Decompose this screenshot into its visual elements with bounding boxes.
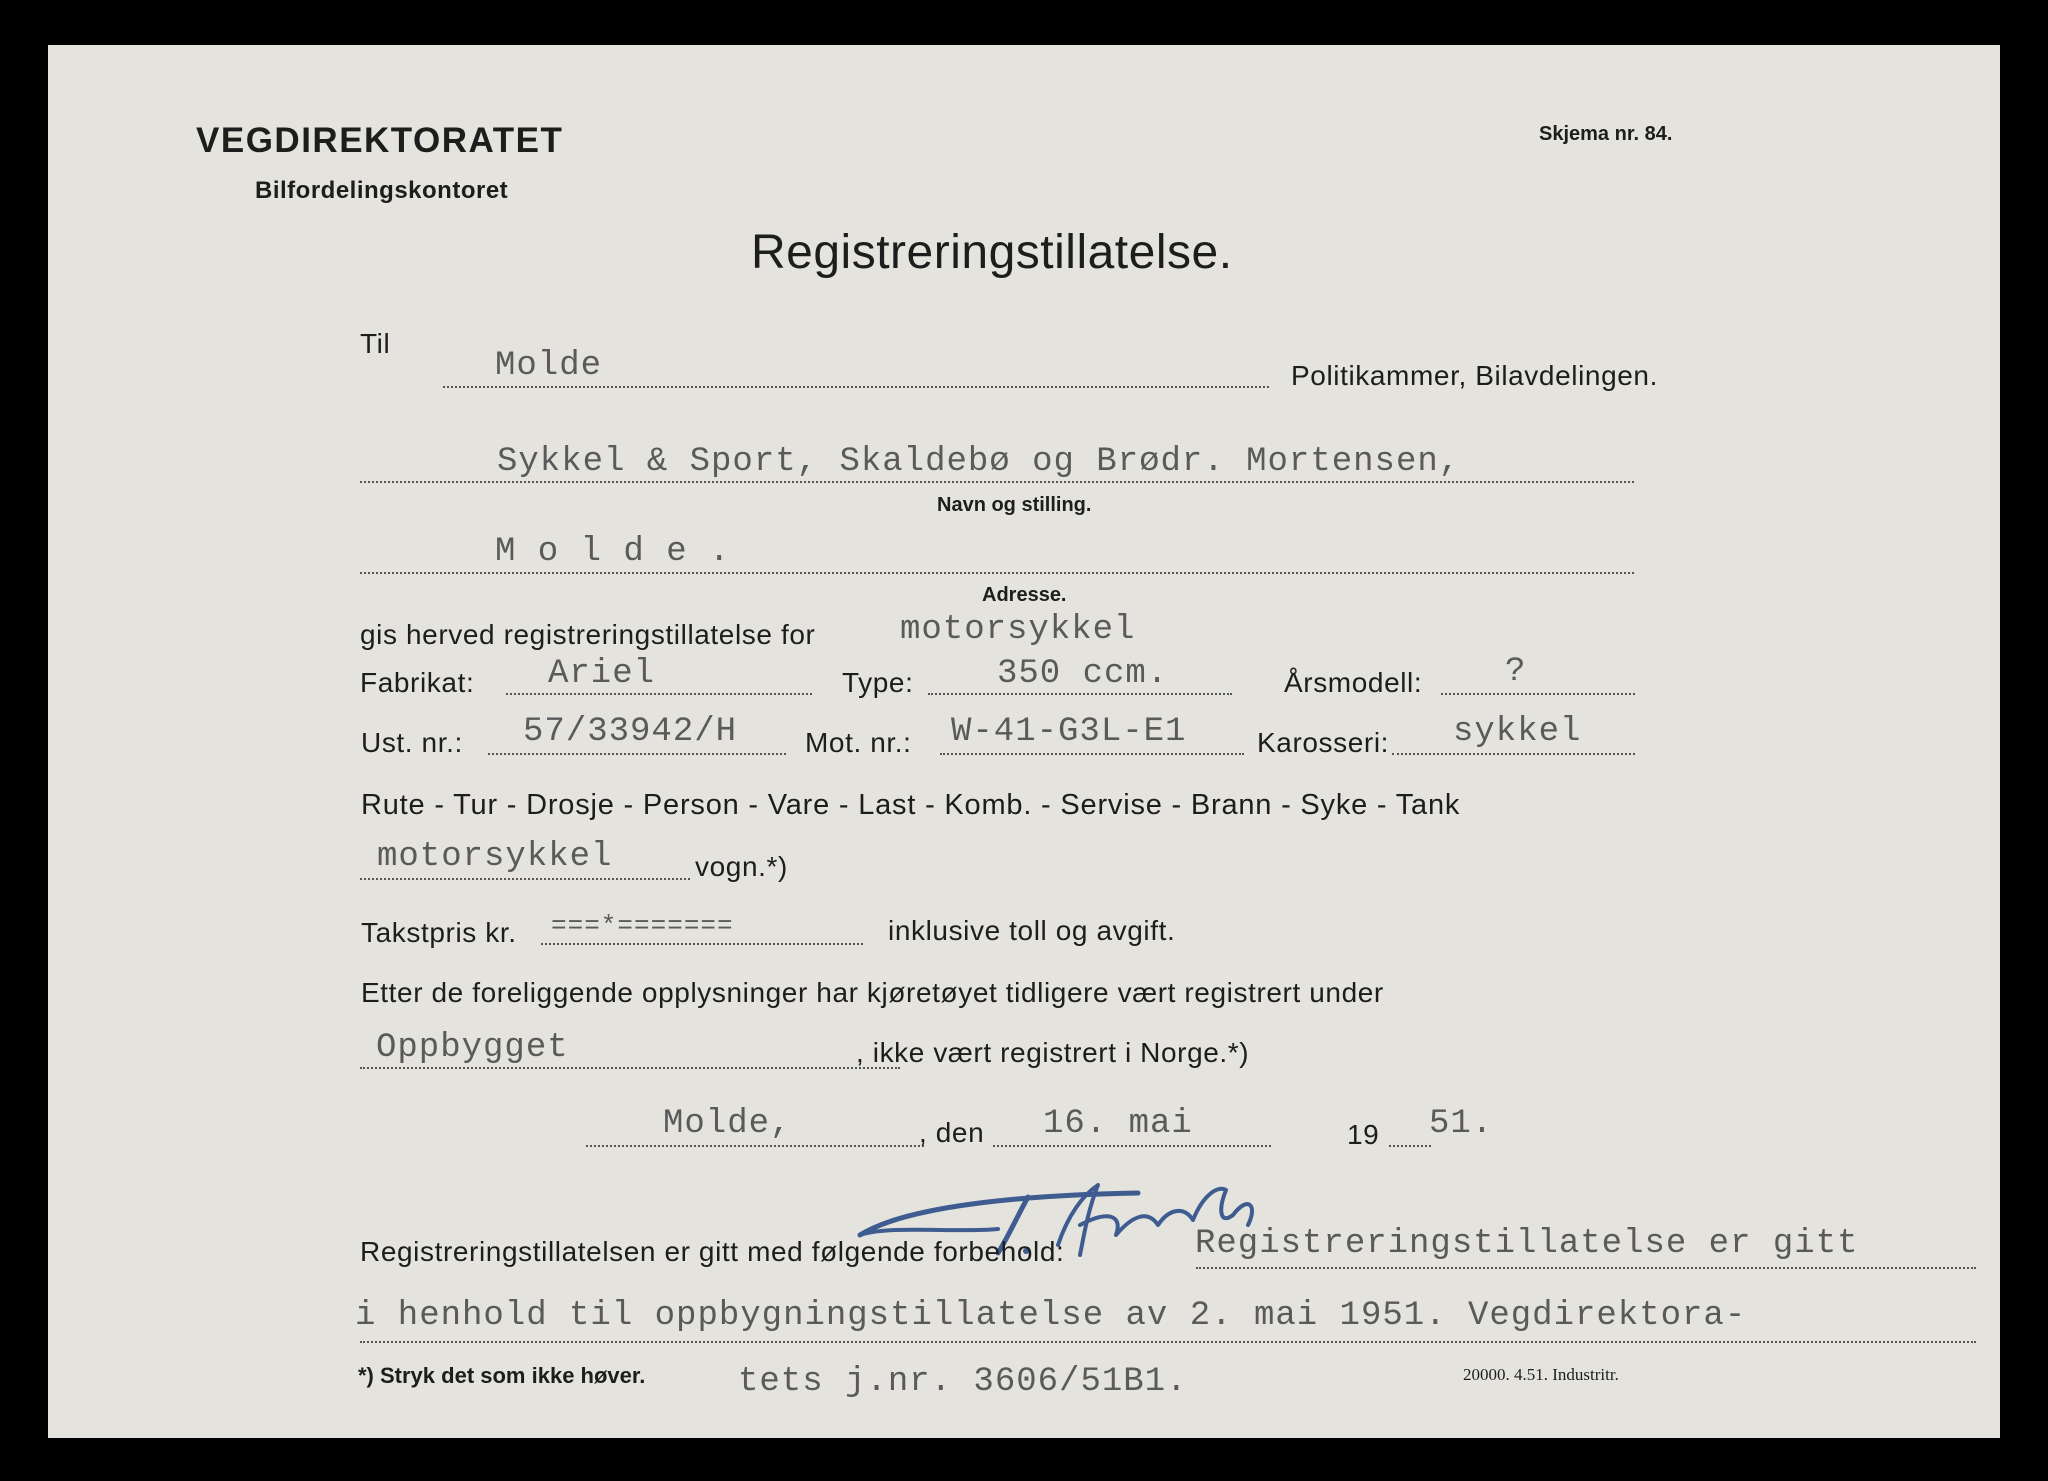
karosseri-label: Karosseri: — [1257, 727, 1390, 758]
office-name: Bilfordelingskontoret — [255, 177, 509, 204]
conditions-text-3: tets j.nr. 3606/51B1. — [738, 1363, 1188, 1401]
permit-vehicle: motorsykkel — [900, 611, 1136, 649]
document-page — [48, 45, 2000, 1438]
place-line — [443, 386, 1269, 388]
mot-label: Mot. nr.: — [805, 727, 912, 758]
form-number: Skjema nr. 84. — [1539, 123, 1673, 145]
history-suffix: , ikke vært registrert i Norge.*) — [856, 1037, 1250, 1068]
model-label: Årsmodell: — [1284, 667, 1423, 698]
fabrikat-label: Fabrikat: — [360, 667, 475, 698]
permit-text: gis herved registreringstillatelse for — [360, 619, 816, 650]
print-info: 20000. 4.51. Industritr. — [1463, 1365, 1619, 1384]
vogn-line — [360, 878, 690, 880]
til-label: Til — [360, 328, 391, 359]
karosseri-line — [1392, 753, 1635, 755]
document-title: Registreringstillatelse. — [751, 226, 1233, 279]
type-value: 350 ccm. — [997, 655, 1169, 693]
name-line — [360, 481, 1634, 483]
conditions-line-2 — [360, 1341, 1976, 1343]
police-label: Politikammer, Bilavdelingen. — [1291, 360, 1658, 391]
date-century: 19 — [1347, 1119, 1380, 1150]
fabrikat-line — [506, 693, 812, 695]
conditions-line-1 — [1196, 1267, 1976, 1269]
model-value: ? — [1505, 653, 1527, 691]
date-place: Molde, — [663, 1105, 792, 1143]
mot-value: W-41-G3L-E1 — [951, 713, 1187, 751]
date-year-line — [1389, 1145, 1431, 1147]
name-caption: Navn og stilling. — [937, 494, 1092, 516]
karosseri-value: sykkel — [1453, 713, 1582, 751]
date-place-line — [586, 1145, 924, 1147]
type-label: Type: — [842, 667, 914, 698]
agency-name: VEGDIREKTORATET — [196, 121, 564, 160]
history-line — [360, 1067, 900, 1069]
history-text: Etter de foreliggende opplysninger har kjøretøyet tidligere vært registrert under — [361, 977, 1384, 1008]
conditions-text-2: i henhold til oppbygningstillatelse av 2. mai 1951. Vegdirektora- — [355, 1297, 1747, 1335]
type-line — [928, 693, 1232, 695]
vehicle-categories: Rute - Tur - Drosje - Person - Vare - Last - Komb. - Servise - Brann - Syke - Tank — [361, 789, 1461, 821]
history-value: Oppbygget — [376, 1029, 569, 1067]
mot-line — [940, 753, 1244, 755]
price-label: Takstpris kr. — [361, 917, 517, 948]
applicant-name: Sykkel & Sport, Skaldebø og Brødr. Mortensen, — [497, 443, 1461, 481]
recipient-place: Molde — [495, 347, 603, 385]
conditions-text-1: Registreringstillatelse er gitt — [1195, 1225, 1859, 1263]
den-label: , den — [919, 1117, 985, 1148]
ust-line — [488, 753, 786, 755]
date-year: 51. — [1429, 1105, 1494, 1143]
fabrikat-value: Ariel — [548, 655, 656, 693]
applicant-address: M o l d e . — [495, 533, 731, 571]
price-value: ===*======= — [551, 911, 734, 941]
vogn-value: motorsykkel — [377, 838, 613, 876]
price-line — [541, 943, 863, 945]
address-caption: Adresse. — [982, 584, 1067, 606]
address-line — [360, 572, 1634, 574]
vogn-label: vogn.*) — [695, 851, 788, 882]
date-day-line — [993, 1145, 1271, 1147]
ust-value: 57/33942/H — [523, 713, 738, 751]
price-suffix: inklusive toll og avgift. — [888, 915, 1176, 946]
date-day-month: 16. mai — [1043, 1105, 1193, 1143]
footer-note: *) Stryk det som ikke høver. — [358, 1363, 646, 1388]
conditions-label: Registreringstillatelsen er gitt med følgende forbehold: — [360, 1236, 1065, 1267]
model-line — [1441, 693, 1635, 695]
ust-label: Ust. nr.: — [361, 727, 463, 758]
